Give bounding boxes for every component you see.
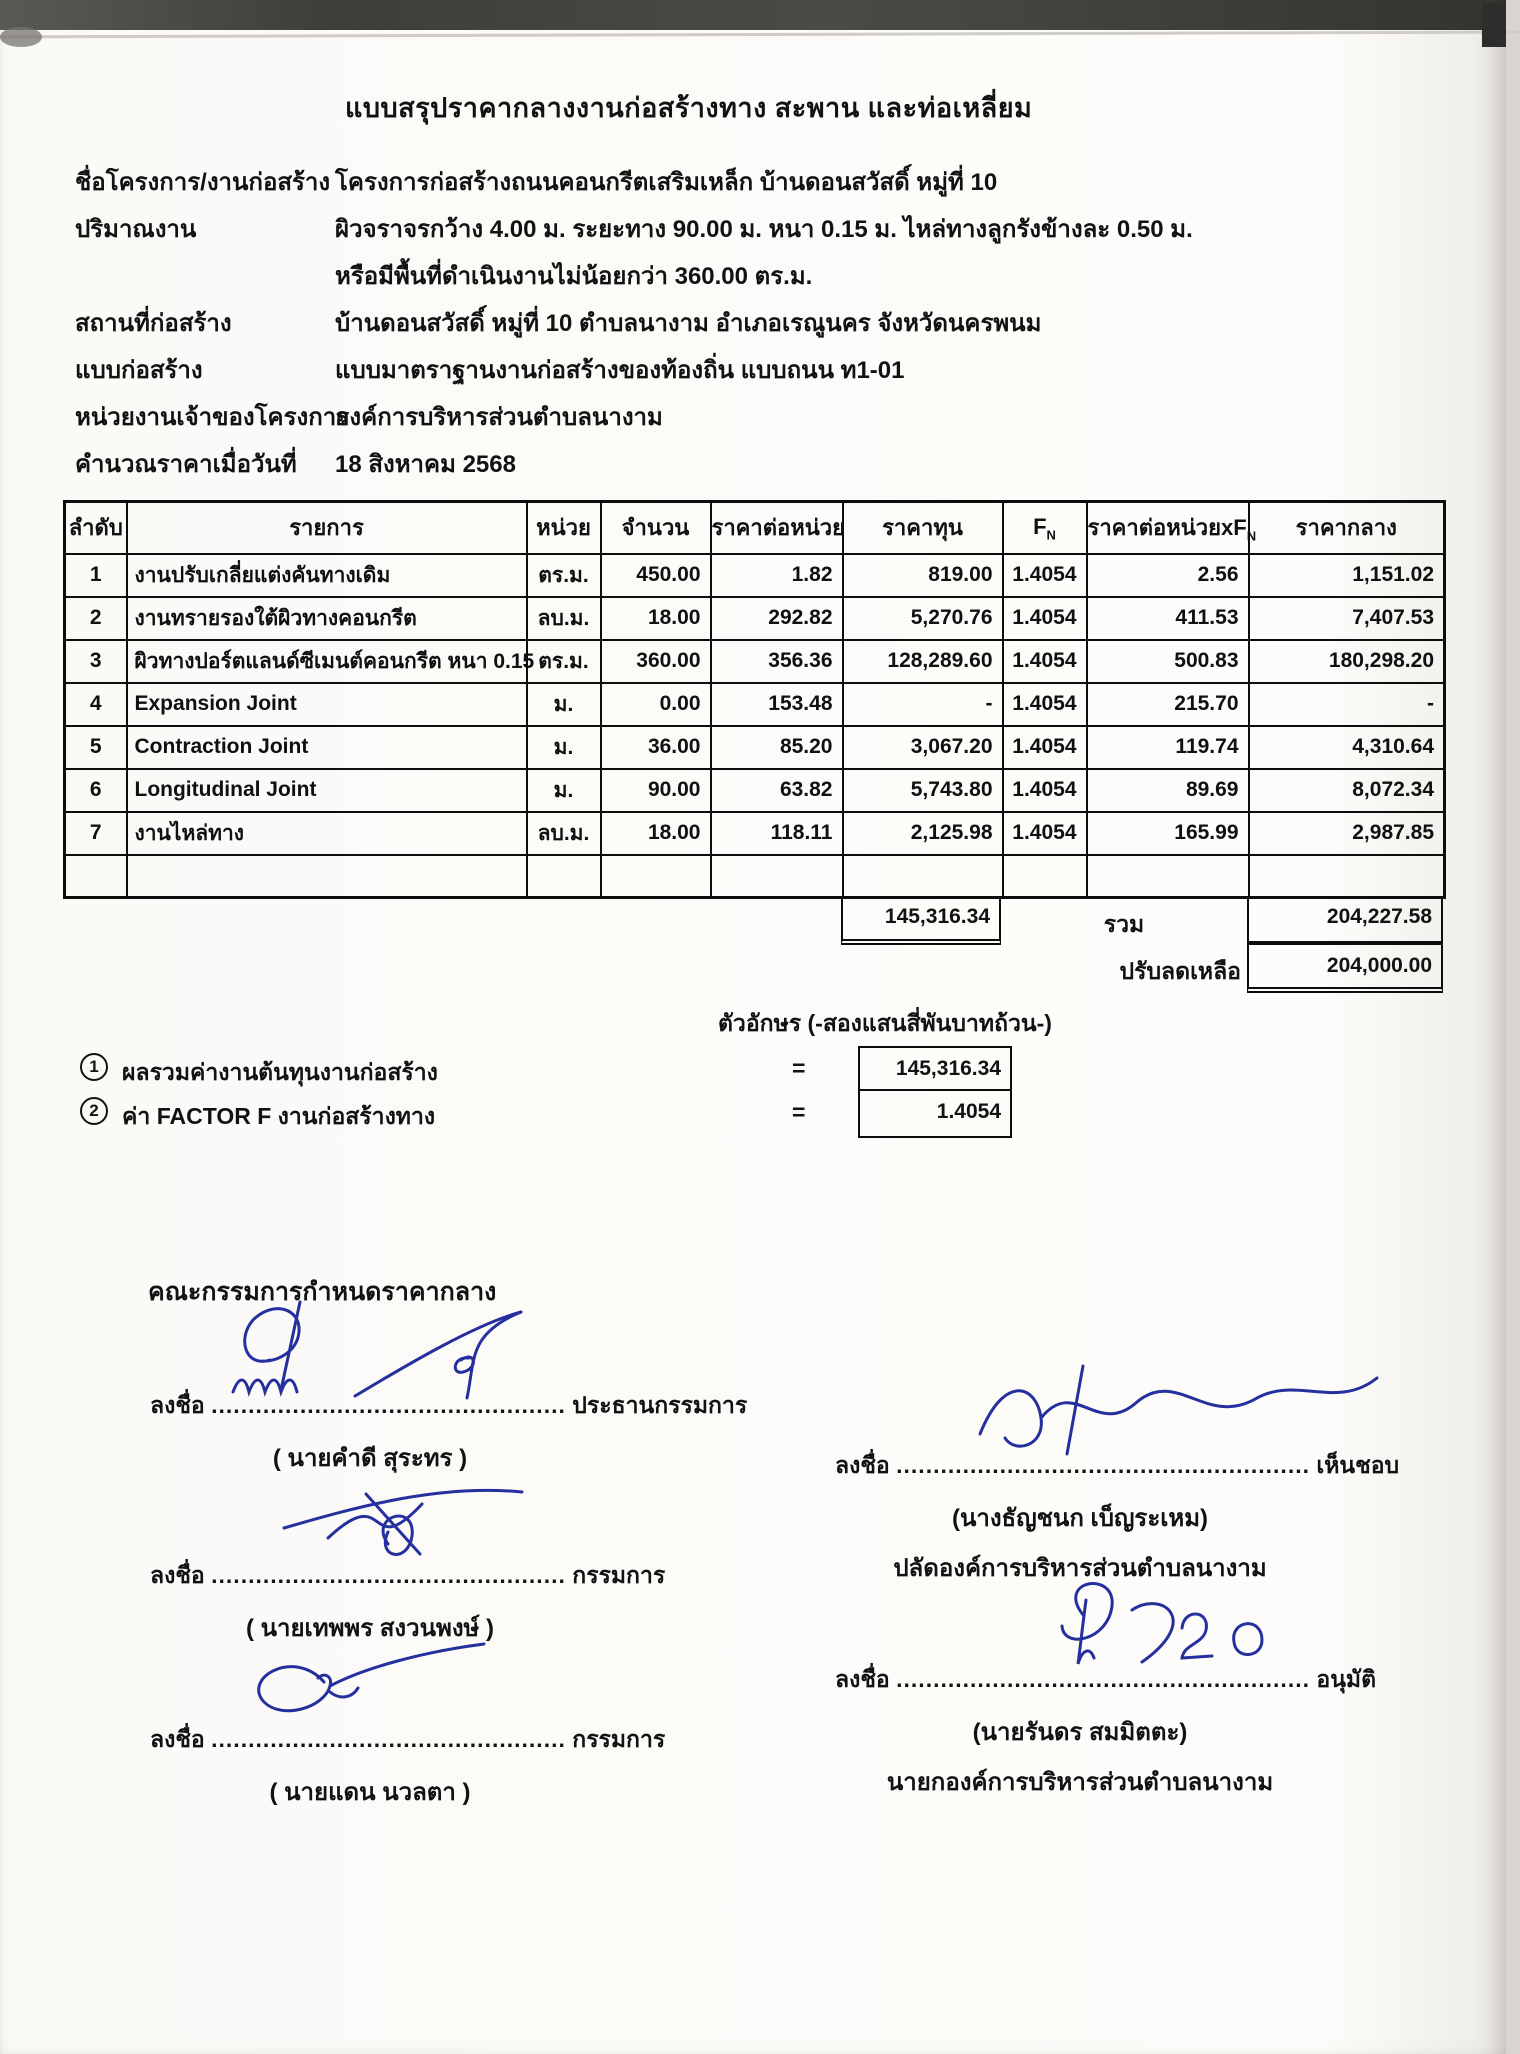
note-2-number: 2 [80, 1097, 108, 1125]
table-row [65, 683, 1445, 726]
scan-smudge-left [0, 27, 42, 47]
cell-cost: 3,067.20 [843, 726, 1003, 769]
sign-role: กรรมการ [572, 1562, 666, 1588]
sign-prefix: ลงชื่อ [150, 1562, 205, 1588]
committee-heading: คณะกรรมการกำหนดราคากลาง [148, 1278, 497, 1306]
sign-prefix: ลงชื่อ [150, 1726, 205, 1752]
cell-qty [601, 855, 711, 898]
cell-unit-price-fn: 2.56 [1087, 554, 1249, 597]
sign-line-member-2 [150, 1722, 665, 1758]
col-header-qty [601, 502, 711, 554]
sign-role: เห็นชอบ [1316, 1452, 1400, 1478]
location-label: สถานที่ก่อสร้าง [75, 310, 232, 337]
note-1-value-box: 145,316.34 [858, 1046, 1012, 1091]
cell-no: 3 [65, 640, 127, 683]
table-body [65, 554, 1445, 898]
cell-mid-price [1249, 855, 1445, 898]
reduced-value-box: 204,000.00 [1247, 943, 1443, 993]
cell-mid-price: 180,298.20 [1249, 640, 1445, 683]
signature-ink-approver-1 [945, 1356, 1415, 1458]
agency-label: หน่วยงานเจ้าของโครงการ [75, 404, 350, 431]
table-header [65, 502, 1445, 554]
amount-in-words-value: (-สองแสนสี่พันบาทถ้วน-) [807, 1010, 1052, 1036]
amount-in-words-label: ตัวอักษร [718, 1010, 802, 1036]
table-row [65, 769, 1445, 812]
sign-prefix: ลงชื่อ [150, 1392, 205, 1418]
cell-fn [1003, 855, 1087, 898]
cell-fn: 1.4054 [1003, 683, 1087, 726]
col-label: ราคาต่อหน่วย [711, 515, 846, 541]
total-value-box: 204,227.58 [1247, 896, 1443, 943]
cell-unit-price: 153.48 [711, 683, 843, 726]
sign-role: กรรมการ [572, 1726, 666, 1752]
note-1-label: ผลรวมค่างานต้นทุนงานก่อสร้าง [122, 1059, 438, 1085]
sign-line-authorize [835, 1662, 1376, 1698]
note-2-value-box: 1.4054 [858, 1091, 1012, 1138]
cell-cost: 5,743.80 [843, 769, 1003, 812]
cell-item: Longitudinal Joint [127, 769, 527, 812]
table-row [65, 640, 1445, 683]
signer-name-member-2: ( นายแดน นวลตา ) [269, 1779, 471, 1806]
cell-unit-price-fn: 215.70 [1087, 683, 1249, 726]
cell-qty: 360.00 [601, 640, 711, 683]
cell-item: งานไหล่ทาง [127, 812, 527, 855]
page-title: แบบสรุปราคากลางงานก่อสร้างทาง สะพาน และท่อเหลี่ยม [345, 93, 1033, 123]
cell-unit-price: 356.36 [711, 640, 843, 683]
sign-dots: ................................................ [211, 1726, 566, 1752]
cell-unit-price-fn: 411.53 [1087, 597, 1249, 640]
cost-total-box: 145,316.34 [841, 896, 1001, 945]
col-sub: N [1046, 526, 1056, 542]
note-2-label: ค่า FACTOR F งานก่อสร้างทาง [122, 1103, 436, 1129]
cell-item: ผิวทางปอร์ตแลนด์ซีเมนต์คอนกรีต หนา 0.15 [127, 640, 527, 683]
table-row [65, 726, 1445, 769]
col-label: F [1033, 513, 1047, 539]
cell-no: 7 [65, 812, 127, 855]
table-row [65, 855, 1445, 898]
cell-mid-price: 1,151.02 [1249, 554, 1445, 597]
col-label: จำนวน [621, 515, 690, 541]
cell-fn: 1.4054 [1003, 554, 1087, 597]
project-name-value: โครงการก่อสร้างถนนคอนกรีตเสริมเหล็ก บ้านดอนสวัสดิ์ หมู่ที่ 10 [335, 169, 998, 196]
sign-line-approve [835, 1448, 1399, 1484]
col-label: ลำดับ [68, 515, 123, 541]
cell-qty: 36.00 [601, 726, 711, 769]
sign-prefix: ลงชื่อ [835, 1666, 890, 1692]
cell-fn: 1.4054 [1003, 812, 1087, 855]
cell-unit: ลบ.ม. [527, 812, 601, 855]
agency-value: องค์การบริหารส่วนตำบลนางาม [335, 404, 663, 431]
cell-mid-price: 8,072.34 [1249, 769, 1445, 812]
cell-unit: ม. [527, 726, 601, 769]
table-row [65, 554, 1445, 597]
quantity-value-line2: หรือมีพื้นที่ดำเนินงานไม่น้อยกว่า 360.00 ตร.ม. [335, 263, 813, 290]
signer-name-member-1: ( นายเทพพร สงวนพงษ์ ) [245, 1615, 495, 1642]
cell-unit-price-fn: 119.74 [1087, 726, 1249, 769]
cell-unit-price: 1.82 [711, 554, 843, 597]
col-header-unit-price [711, 502, 846, 554]
col-label: รายการ [289, 515, 364, 541]
col-label: ราคาต่อหน่วยxF [1087, 515, 1247, 541]
cell-unit-price-fn: 165.99 [1087, 812, 1249, 855]
table-header-row [65, 502, 1445, 554]
sign-line-member-1 [150, 1558, 665, 1594]
cell-unit-price-fn: 500.83 [1087, 640, 1249, 683]
cell-cost [843, 855, 1003, 898]
cell-cost: - [843, 683, 1003, 726]
cost-summary-table [63, 500, 1446, 899]
cell-no: 6 [65, 769, 127, 812]
calc-date-value: 18 สิงหาคม 2568 [335, 451, 516, 478]
cell-unit: ม. [527, 769, 601, 812]
table-row [65, 597, 1445, 640]
signer-name-authorize: (นายรันดร สมมิตตะ) [972, 1719, 1188, 1746]
signature-ink-member-2 [232, 1638, 522, 1730]
cell-qty: 18.00 [601, 812, 711, 855]
calc-date-label: คำนวณราคาเมื่อวันที่ [75, 451, 297, 478]
quantity-label: ปริมาณงาน [75, 216, 197, 243]
note-1-equals: = [792, 1055, 806, 1081]
cell-item: Contraction Joint [127, 726, 527, 769]
cell-fn: 1.4054 [1003, 640, 1087, 683]
cell-item [127, 855, 527, 898]
cell-no: 5 [65, 726, 127, 769]
cell-cost: 5,270.76 [843, 597, 1003, 640]
cell-no: 4 [65, 683, 127, 726]
cell-unit-price-fn [1087, 855, 1249, 898]
cell-qty: 18.00 [601, 597, 711, 640]
col-header-fn [1003, 502, 1087, 554]
cell-mid-price: 7,407.53 [1249, 597, 1445, 640]
project-name-label: ชื่อโครงการ/งานก่อสร้าง [75, 169, 331, 196]
cell-unit-price: 85.20 [711, 726, 843, 769]
cell-unit-price [711, 855, 843, 898]
col-label: หน่วย [536, 515, 591, 541]
scanner-edge-artifact [0, 0, 1506, 30]
cell-cost: 2,125.98 [843, 812, 1003, 855]
cell-qty: 0.00 [601, 683, 711, 726]
col-sub: N [1246, 528, 1257, 544]
col-header-unit-price-fn [1087, 502, 1257, 554]
cell-cost: 819.00 [843, 554, 1003, 597]
table-row [65, 812, 1445, 855]
col-header-unit [527, 502, 601, 554]
cell-item: งานปรับเกลี่ยแต่งคันทางเดิม [127, 554, 527, 597]
cell-mid-price: 4,310.64 [1249, 726, 1445, 769]
col-label: ราคาทุน [882, 515, 963, 541]
cell-unit: ตร.ม. [527, 640, 601, 683]
note-2-equals: = [792, 1099, 806, 1125]
cell-no: 1 [65, 554, 127, 597]
cell-item: Expansion Joint [127, 683, 527, 726]
col-header-mid-price [1246, 502, 1445, 554]
signer-title-authorize: นายกองค์การบริหารส่วนตำบลนางาม [886, 1769, 1274, 1796]
cell-fn: 1.4054 [1003, 769, 1087, 812]
cell-unit: ตร.ม. [527, 554, 601, 597]
signer-name-approve: (นางธัญชนก เบ็ญระเหม) [951, 1505, 1209, 1532]
note-1-number: 1 [80, 1053, 108, 1081]
cell-qty: 450.00 [601, 554, 711, 597]
cell-mid-price: - [1249, 683, 1445, 726]
col-header-cost [843, 502, 1003, 554]
cell-mid-price: 2,987.85 [1249, 812, 1445, 855]
sign-role: อนุมัติ [1316, 1666, 1377, 1692]
sign-dots: ................................................ [211, 1392, 566, 1418]
cell-fn: 1.4054 [1003, 597, 1087, 640]
sign-role: ประธานกรรมการ [572, 1392, 748, 1418]
cell-unit-price: 292.82 [711, 597, 843, 640]
cell-item: งานทรายรองใต้ผิวทางคอนกรีต [127, 597, 527, 640]
drawing-value: แบบมาตราฐานงานก่อสร้างของท้องถิ่น แบบถนน ท1-01 [335, 357, 905, 384]
col-label: ราคากลาง [1295, 515, 1397, 541]
sign-line-chairman [150, 1388, 747, 1424]
total-label: รวม [1103, 911, 1145, 937]
sign-dots: ................................................ [211, 1562, 566, 1588]
cell-unit: ลบ.ม. [527, 597, 601, 640]
signer-name-chairman: ( นายคำดี สุระทร ) [272, 1445, 468, 1472]
col-header-no [65, 502, 127, 554]
cell-cost: 128,289.60 [843, 640, 1003, 683]
cell-unit-price: 63.82 [711, 769, 843, 812]
cell-unit-price-fn: 89.69 [1087, 769, 1249, 812]
cell-unit-price: 118.11 [711, 812, 843, 855]
reduced-label: ปรับลดเหลือ [1119, 958, 1241, 984]
scan-smudge-right [1482, 3, 1506, 47]
paper-edge-line [0, 31, 1520, 39]
sign-dots: ........................................................ [896, 1452, 1310, 1478]
cell-unit [527, 855, 601, 898]
quantity-value: ผิวจราจรกว้าง 4.00 ม. ระยะทาง 90.00 ม. หนา 0.15 ม. ไหล่ทางลูกรังข้างละ 0.50 ม. [335, 216, 1193, 243]
cell-qty: 90.00 [601, 769, 711, 812]
sign-dots: ........................................................ [896, 1666, 1310, 1692]
col-header-item [127, 502, 527, 554]
cell-fn: 1.4054 [1003, 726, 1087, 769]
amount-in-words [718, 1006, 1052, 1042]
cell-no: 2 [65, 597, 127, 640]
cell-unit: ม. [527, 683, 601, 726]
cell-no [65, 855, 127, 898]
signature-ink-member-1 [270, 1472, 540, 1572]
location-value: บ้านดอนสวัสดิ์ หมู่ที่ 10 ตำบลนางาม อำเภอเรณูนคร จังหวัดนครพนม [335, 310, 1042, 337]
sign-prefix: ลงชื่อ [835, 1452, 890, 1478]
signer-title-approve: ปลัดองค์การบริหารส่วนตำบลนางาม [893, 1555, 1267, 1582]
drawing-label: แบบก่อสร้าง [75, 357, 203, 384]
